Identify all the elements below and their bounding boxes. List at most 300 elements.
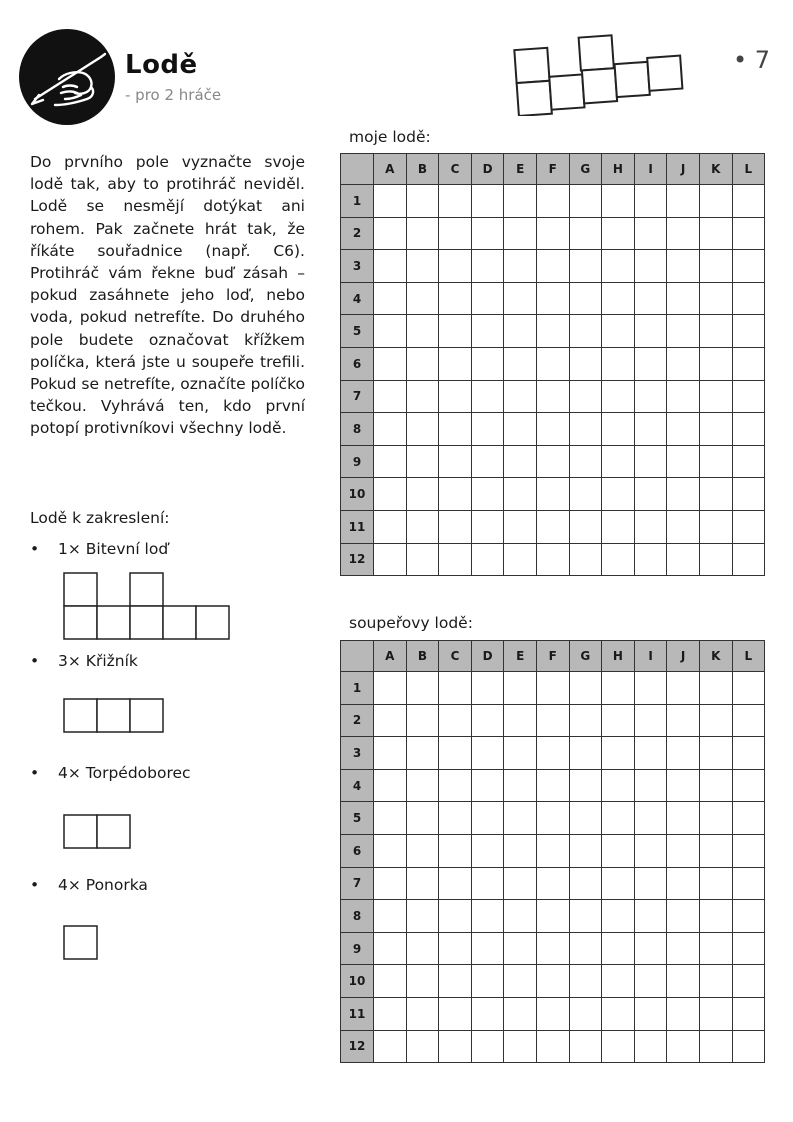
opponent-board-cell[interactable] xyxy=(406,834,439,867)
opponent-board-cell[interactable] xyxy=(536,965,569,998)
opponent-board-cell[interactable] xyxy=(634,965,667,998)
opponent-board-cell[interactable] xyxy=(504,704,537,737)
my-board-cell[interactable] xyxy=(406,413,439,446)
board-row xyxy=(341,445,765,478)
opponent-board-cell[interactable] xyxy=(602,737,635,770)
opponent-board-cell[interactable] xyxy=(699,965,732,998)
my-board-cell[interactable] xyxy=(699,217,732,250)
my-board-cell[interactable] xyxy=(439,543,472,576)
my-board-cell[interactable] xyxy=(569,413,602,446)
my-board-cell[interactable] xyxy=(374,478,407,511)
opponent-board-cell[interactable] xyxy=(732,997,765,1030)
my-board-cell[interactable] xyxy=(602,185,635,218)
my-board-cell[interactable] xyxy=(602,380,635,413)
my-board-cell[interactable] xyxy=(374,380,407,413)
opponent-board-cell[interactable] xyxy=(699,737,732,770)
my-board-cell[interactable] xyxy=(569,478,602,511)
my-board-cell[interactable] xyxy=(471,478,504,511)
opponent-board-cell[interactable] xyxy=(634,834,667,867)
opponent-board-cell[interactable] xyxy=(732,802,765,835)
my-board-cell[interactable] xyxy=(732,250,765,283)
opponent-board-cell[interactable] xyxy=(732,965,765,998)
my-board-cell[interactable] xyxy=(406,217,439,250)
my-board-cell[interactable] xyxy=(439,380,472,413)
my-board-cell[interactable] xyxy=(471,347,504,380)
opponent-board-cell[interactable] xyxy=(439,997,472,1030)
my-board-cell[interactable] xyxy=(406,185,439,218)
opponent-board-cell[interactable] xyxy=(569,965,602,998)
opponent-board-cell[interactable] xyxy=(699,1030,732,1063)
my-board-cell[interactable] xyxy=(406,543,439,576)
my-board-cell[interactable] xyxy=(699,282,732,315)
my-board[interactable] xyxy=(340,153,765,576)
my-board-cell[interactable] xyxy=(634,543,667,576)
opponent-board-cell[interactable] xyxy=(374,1030,407,1063)
my-board-cell[interactable] xyxy=(699,543,732,576)
my-board-cell[interactable] xyxy=(699,185,732,218)
my-board-cell[interactable] xyxy=(536,445,569,478)
opponent-board-cell[interactable] xyxy=(471,769,504,802)
opponent-board-cell[interactable] xyxy=(602,769,635,802)
opponent-board-cell[interactable] xyxy=(471,737,504,770)
my-board-cell[interactable] xyxy=(504,380,537,413)
my-board-cell[interactable] xyxy=(536,217,569,250)
my-board-cell[interactable] xyxy=(374,347,407,380)
my-board-cell[interactable] xyxy=(667,445,700,478)
opponent-board-cell[interactable] xyxy=(634,997,667,1030)
opponent-board-cell[interactable] xyxy=(667,802,700,835)
opponent-board-cell[interactable] xyxy=(732,932,765,965)
my-board-cell[interactable] xyxy=(536,185,569,218)
my-board-cell[interactable] xyxy=(634,315,667,348)
opponent-board-cell[interactable] xyxy=(439,769,472,802)
my-board-cell[interactable] xyxy=(602,478,635,511)
my-board-cell[interactable] xyxy=(667,510,700,543)
opponent-board-cell[interactable] xyxy=(536,932,569,965)
my-board-cell[interactable] xyxy=(406,282,439,315)
my-board-cell[interactable] xyxy=(504,510,537,543)
opponent-board-cell[interactable] xyxy=(471,965,504,998)
my-board-cell[interactable] xyxy=(667,380,700,413)
my-board-cell[interactable] xyxy=(374,315,407,348)
opponent-board-cell[interactable] xyxy=(439,867,472,900)
my-board-cell[interactable] xyxy=(667,250,700,283)
opponent-board-cell[interactable] xyxy=(667,867,700,900)
opponent-board-cell[interactable] xyxy=(732,834,765,867)
my-board-cell[interactable] xyxy=(374,543,407,576)
my-board-cell[interactable] xyxy=(732,315,765,348)
my-board-cell[interactable] xyxy=(471,543,504,576)
my-board-cell[interactable] xyxy=(667,478,700,511)
opponent-board-cell[interactable] xyxy=(699,932,732,965)
my-board-cell[interactable] xyxy=(504,413,537,446)
my-board-cell[interactable] xyxy=(439,250,472,283)
my-board-cell[interactable] xyxy=(699,478,732,511)
opponent-board-cell[interactable] xyxy=(406,769,439,802)
my-board-cell[interactable] xyxy=(406,250,439,283)
opponent-board-cell[interactable] xyxy=(602,965,635,998)
my-board-cell[interactable] xyxy=(471,185,504,218)
opponent-board-cell[interactable] xyxy=(471,997,504,1030)
my-board-cell[interactable] xyxy=(602,217,635,250)
opponent-board-cell[interactable] xyxy=(602,867,635,900)
opponent-board-cell[interactable] xyxy=(439,900,472,933)
opponent-board-cell[interactable] xyxy=(732,867,765,900)
my-board-cell[interactable] xyxy=(699,315,732,348)
opponent-board-cell[interactable] xyxy=(504,965,537,998)
my-board-cell[interactable] xyxy=(439,510,472,543)
opponent-board-cell[interactable] xyxy=(374,802,407,835)
my-board-cell[interactable] xyxy=(439,282,472,315)
opponent-board-cell[interactable] xyxy=(471,802,504,835)
column-header: J xyxy=(667,641,700,672)
my-board-cell[interactable] xyxy=(504,543,537,576)
opponent-board-cell[interactable] xyxy=(602,1030,635,1063)
column-header: L xyxy=(732,154,765,185)
my-board-cell[interactable] xyxy=(667,347,700,380)
my-board-cell[interactable] xyxy=(504,185,537,218)
ship-item-submarine xyxy=(30,876,148,894)
my-board-cell[interactable] xyxy=(536,510,569,543)
my-board-cell[interactable] xyxy=(699,347,732,380)
opponent-board-cell[interactable] xyxy=(504,672,537,705)
opponent-board-cell[interactable] xyxy=(406,900,439,933)
my-board-cell[interactable] xyxy=(536,347,569,380)
row-header: 11 xyxy=(341,997,374,1030)
opponent-board-cell[interactable] xyxy=(471,932,504,965)
my-board-cell[interactable] xyxy=(471,217,504,250)
opponent-board-cell[interactable] xyxy=(536,704,569,737)
opponent-board-cell[interactable] xyxy=(504,900,537,933)
opponent-board-cell[interactable] xyxy=(699,834,732,867)
opponent-board-cell[interactable] xyxy=(406,802,439,835)
opponent-board-cell[interactable] xyxy=(536,672,569,705)
opponent-board-cell[interactable] xyxy=(406,737,439,770)
my-board-cell[interactable] xyxy=(699,510,732,543)
opponent-board-cell[interactable] xyxy=(634,704,667,737)
opponent-board-cell[interactable] xyxy=(602,997,635,1030)
opponent-board-cell[interactable] xyxy=(439,834,472,867)
my-board-cell[interactable] xyxy=(699,380,732,413)
my-board-cell[interactable] xyxy=(732,347,765,380)
opponent-board-cell[interactable] xyxy=(504,769,537,802)
my-board-cell[interactable] xyxy=(536,380,569,413)
opponent-board-cell[interactable] xyxy=(699,900,732,933)
my-board-cell[interactable] xyxy=(504,445,537,478)
my-board-cell[interactable] xyxy=(634,510,667,543)
my-board-cell[interactable] xyxy=(602,413,635,446)
my-board-cell[interactable] xyxy=(374,510,407,543)
opponent-board-cell[interactable] xyxy=(602,672,635,705)
my-board-cell[interactable] xyxy=(602,445,635,478)
opponent-board-cell[interactable] xyxy=(471,1030,504,1063)
opponent-board-cell[interactable] xyxy=(569,867,602,900)
opponent-board-cell[interactable] xyxy=(374,997,407,1030)
opponent-board-cell[interactable] xyxy=(439,672,472,705)
opponent-board-cell[interactable] xyxy=(374,867,407,900)
my-board-cell[interactable] xyxy=(504,478,537,511)
opponent-board-cell[interactable] xyxy=(602,932,635,965)
my-board-cell[interactable] xyxy=(536,543,569,576)
opponent-board-cell[interactable] xyxy=(569,769,602,802)
my-board-cell[interactable] xyxy=(471,380,504,413)
my-board-cell[interactable] xyxy=(634,380,667,413)
my-board-cell[interactable] xyxy=(471,413,504,446)
my-board-cell[interactable] xyxy=(569,185,602,218)
my-board-cell[interactable] xyxy=(406,315,439,348)
opponent-board-cell[interactable] xyxy=(699,672,732,705)
opponent-board-cell[interactable] xyxy=(374,769,407,802)
opponent-board-cell[interactable] xyxy=(504,737,537,770)
my-board-cell[interactable] xyxy=(406,478,439,511)
my-board-cell[interactable] xyxy=(569,250,602,283)
my-board-cell[interactable] xyxy=(602,250,635,283)
opponent-board-cell[interactable] xyxy=(667,704,700,737)
my-board-cell[interactable] xyxy=(569,543,602,576)
opponent-board-cell[interactable] xyxy=(504,867,537,900)
my-board-cell[interactable] xyxy=(374,250,407,283)
opponent-board-cell[interactable] xyxy=(471,704,504,737)
my-board-cell[interactable] xyxy=(374,282,407,315)
opponent-board-cell[interactable] xyxy=(634,802,667,835)
my-board-cell[interactable] xyxy=(439,185,472,218)
my-board-label: moje lodě: xyxy=(349,128,431,146)
board-row xyxy=(341,997,765,1030)
my-board-cell[interactable] xyxy=(406,347,439,380)
my-board-cell[interactable] xyxy=(634,478,667,511)
my-board-cell[interactable] xyxy=(569,445,602,478)
my-board-cell[interactable] xyxy=(471,315,504,348)
my-board-cell[interactable] xyxy=(471,510,504,543)
board-row xyxy=(341,250,765,283)
opponent-board-cell[interactable] xyxy=(504,1030,537,1063)
opponent-board-cell[interactable] xyxy=(699,769,732,802)
opponent-board-cell[interactable] xyxy=(536,997,569,1030)
opponent-board-cell[interactable] xyxy=(569,737,602,770)
my-board-cell[interactable] xyxy=(602,510,635,543)
my-board-cell[interactable] xyxy=(536,315,569,348)
opponent-board-cell[interactable] xyxy=(406,997,439,1030)
my-board-cell[interactable] xyxy=(504,217,537,250)
my-board-cell[interactable] xyxy=(374,445,407,478)
opponent-board-cell[interactable] xyxy=(667,1030,700,1063)
opponent-board-cell[interactable] xyxy=(732,1030,765,1063)
board-row xyxy=(341,315,765,348)
opponent-board-cell[interactable] xyxy=(471,834,504,867)
opponent-board-cell[interactable] xyxy=(536,802,569,835)
my-board-cell[interactable] xyxy=(634,185,667,218)
opponent-board-cell[interactable] xyxy=(634,1030,667,1063)
my-board-cell[interactable] xyxy=(602,282,635,315)
opponent-board-cell[interactable] xyxy=(569,932,602,965)
my-board-cell[interactable] xyxy=(569,315,602,348)
my-board-cell[interactable] xyxy=(699,250,732,283)
my-board-cell[interactable] xyxy=(667,217,700,250)
opponent-board[interactable] xyxy=(340,640,765,1063)
my-board-cell[interactable] xyxy=(471,445,504,478)
opponent-board-cell[interactable] xyxy=(536,867,569,900)
my-board-cell[interactable] xyxy=(536,413,569,446)
my-board-cell[interactable] xyxy=(504,315,537,348)
opponent-board-cell[interactable] xyxy=(667,932,700,965)
opponent-board-cell[interactable] xyxy=(667,769,700,802)
my-board-cell[interactable] xyxy=(667,315,700,348)
my-board-cell[interactable] xyxy=(439,347,472,380)
opponent-board-cell[interactable] xyxy=(667,900,700,933)
opponent-board-cell[interactable] xyxy=(699,802,732,835)
my-board-cell[interactable] xyxy=(439,478,472,511)
my-board-cell[interactable] xyxy=(439,413,472,446)
my-board-cell[interactable] xyxy=(504,347,537,380)
my-board-cell[interactable] xyxy=(374,185,407,218)
opponent-board-cell[interactable] xyxy=(439,737,472,770)
opponent-board-cell[interactable] xyxy=(634,932,667,965)
my-board-cell[interactable] xyxy=(634,282,667,315)
opponent-board-cell[interactable] xyxy=(667,737,700,770)
opponent-board-cell[interactable] xyxy=(406,867,439,900)
opponent-board-cell[interactable] xyxy=(699,867,732,900)
opponent-board-cell[interactable] xyxy=(439,965,472,998)
my-board-cell[interactable] xyxy=(732,380,765,413)
my-board-cell[interactable] xyxy=(732,478,765,511)
opponent-board-cell[interactable] xyxy=(374,965,407,998)
my-board-cell[interactable] xyxy=(732,282,765,315)
my-board-cell[interactable] xyxy=(602,315,635,348)
opponent-board-cell[interactable] xyxy=(406,965,439,998)
opponent-board-cell[interactable] xyxy=(406,672,439,705)
my-board-cell[interactable] xyxy=(732,413,765,446)
my-board-cell[interactable] xyxy=(602,543,635,576)
my-board-cell[interactable] xyxy=(699,445,732,478)
my-board-cell[interactable] xyxy=(634,413,667,446)
opponent-board-cell[interactable] xyxy=(439,802,472,835)
my-board-cell[interactable] xyxy=(634,347,667,380)
opponent-board-cell[interactable] xyxy=(732,737,765,770)
opponent-board-cell[interactable] xyxy=(406,1030,439,1063)
my-board-cell[interactable] xyxy=(569,282,602,315)
opponent-board-cell[interactable] xyxy=(536,900,569,933)
opponent-board-cell[interactable] xyxy=(471,900,504,933)
my-board-cell[interactable] xyxy=(569,347,602,380)
opponent-board-cell[interactable] xyxy=(667,965,700,998)
opponent-board-cell[interactable] xyxy=(374,672,407,705)
my-board-cell[interactable] xyxy=(732,543,765,576)
my-board-cell[interactable] xyxy=(634,217,667,250)
my-board-cell[interactable] xyxy=(732,217,765,250)
my-board-cell[interactable] xyxy=(536,478,569,511)
my-board-cell[interactable] xyxy=(732,510,765,543)
opponent-board-cell[interactable] xyxy=(569,997,602,1030)
opponent-board-cell[interactable] xyxy=(471,867,504,900)
my-board-cell[interactable] xyxy=(699,413,732,446)
my-board-cell[interactable] xyxy=(406,510,439,543)
my-board-cell[interactable] xyxy=(667,282,700,315)
opponent-board-cell[interactable] xyxy=(536,737,569,770)
my-board-cell[interactable] xyxy=(504,250,537,283)
opponent-board-cell[interactable] xyxy=(504,802,537,835)
my-board-cell[interactable] xyxy=(439,217,472,250)
my-board-cell[interactable] xyxy=(439,315,472,348)
my-board-cell[interactable] xyxy=(536,282,569,315)
opponent-board-cell[interactable] xyxy=(634,672,667,705)
my-board-cell[interactable] xyxy=(732,185,765,218)
my-board-cell[interactable] xyxy=(634,250,667,283)
opponent-board-cell[interactable] xyxy=(569,802,602,835)
opponent-board-cell[interactable] xyxy=(439,932,472,965)
opponent-board-cell[interactable] xyxy=(667,834,700,867)
board-row xyxy=(341,769,765,802)
my-board-cell[interactable] xyxy=(602,347,635,380)
opponent-board-cell[interactable] xyxy=(699,704,732,737)
opponent-board-cell[interactable] xyxy=(374,900,407,933)
opponent-board-cell[interactable] xyxy=(667,672,700,705)
opponent-board-cell[interactable] xyxy=(504,932,537,965)
opponent-board-cell[interactable] xyxy=(569,834,602,867)
my-board-cell[interactable] xyxy=(439,445,472,478)
my-board-cell[interactable] xyxy=(634,445,667,478)
opponent-board-cell[interactable] xyxy=(439,1030,472,1063)
opponent-board-cell[interactable] xyxy=(374,704,407,737)
opponent-board-cell[interactable] xyxy=(667,997,700,1030)
opponent-board-cell[interactable] xyxy=(569,900,602,933)
opponent-board-cell[interactable] xyxy=(374,834,407,867)
opponent-board-cell[interactable] xyxy=(569,704,602,737)
opponent-board-cell[interactable] xyxy=(634,900,667,933)
opponent-board-cell[interactable] xyxy=(732,769,765,802)
opponent-board-cell[interactable] xyxy=(439,704,472,737)
opponent-board-cell[interactable] xyxy=(374,932,407,965)
opponent-board-cell[interactable] xyxy=(634,867,667,900)
opponent-board-cell[interactable] xyxy=(536,1030,569,1063)
my-board-cell[interactable] xyxy=(374,217,407,250)
opponent-board-cell[interactable] xyxy=(602,802,635,835)
my-board-cell[interactable] xyxy=(667,543,700,576)
my-board-cell[interactable] xyxy=(569,510,602,543)
my-board-cell[interactable] xyxy=(471,282,504,315)
my-board-cell[interactable] xyxy=(406,445,439,478)
opponent-board-cell[interactable] xyxy=(732,704,765,737)
opponent-board-cell[interactable] xyxy=(699,997,732,1030)
opponent-board-cell[interactable] xyxy=(602,900,635,933)
opponent-board-cell[interactable] xyxy=(602,704,635,737)
opponent-board-cell[interactable] xyxy=(471,672,504,705)
opponent-board-cell[interactable] xyxy=(634,737,667,770)
my-board-cell[interactable] xyxy=(471,250,504,283)
my-board-cell[interactable] xyxy=(536,250,569,283)
opponent-board-cell[interactable] xyxy=(406,704,439,737)
opponent-board-cell[interactable] xyxy=(732,900,765,933)
my-board-cell[interactable] xyxy=(504,282,537,315)
my-board-cell[interactable] xyxy=(406,380,439,413)
opponent-board-cell[interactable] xyxy=(536,834,569,867)
my-board-cell[interactable] xyxy=(569,380,602,413)
opponent-board-cell[interactable] xyxy=(374,737,407,770)
opponent-board-cell[interactable] xyxy=(634,769,667,802)
my-board-cell[interactable] xyxy=(374,413,407,446)
opponent-board-cell[interactable] xyxy=(569,672,602,705)
opponent-board-cell[interactable] xyxy=(732,672,765,705)
my-board-cell[interactable] xyxy=(667,185,700,218)
my-board-cell[interactable] xyxy=(732,445,765,478)
my-board-cell[interactable] xyxy=(569,217,602,250)
my-board-cell[interactable] xyxy=(667,413,700,446)
opponent-board-cell[interactable] xyxy=(504,997,537,1030)
opponent-board-cell[interactable] xyxy=(536,769,569,802)
opponent-board-cell[interactable] xyxy=(406,932,439,965)
opponent-board-cell[interactable] xyxy=(569,1030,602,1063)
opponent-board-cell[interactable] xyxy=(602,834,635,867)
opponent-board-cell[interactable] xyxy=(504,834,537,867)
